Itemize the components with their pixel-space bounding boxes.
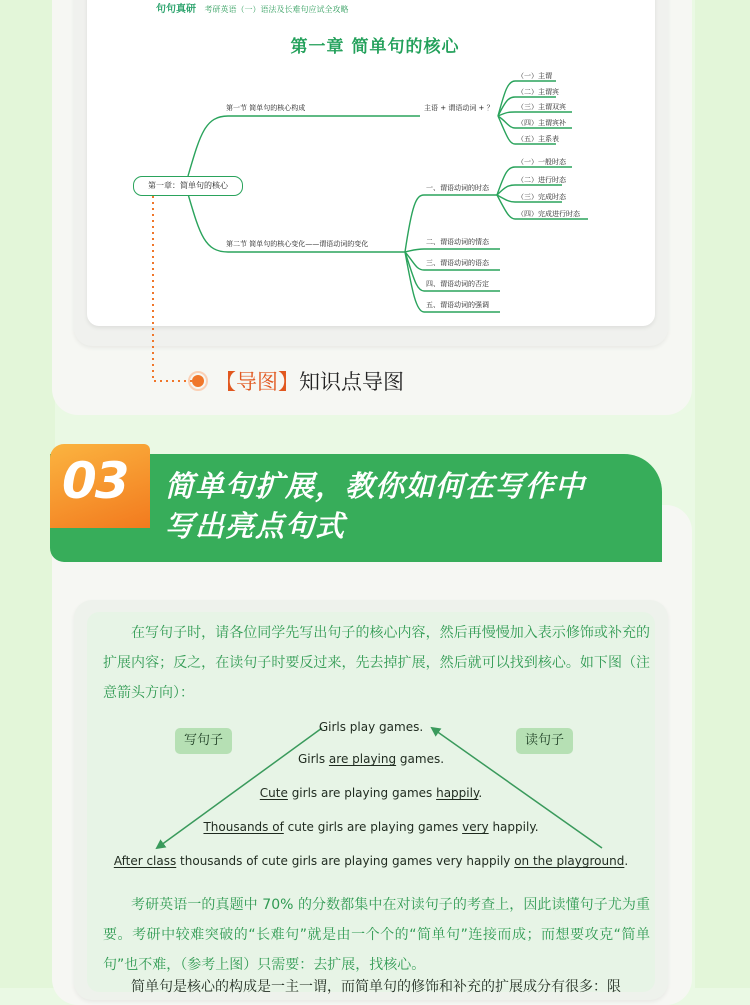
section-title-line2: 写出亮点句式 <box>165 509 346 543</box>
mindmap-tense-leaf: （一）一般时态 <box>517 158 566 166</box>
mindmap-leaf: （一）主谓 <box>517 72 552 80</box>
tag-write: 写句子 <box>175 728 232 754</box>
mindmap-leaf: （二）主谓宾 <box>517 88 559 96</box>
sentence-1: Girls play games. <box>318 720 424 734</box>
caption-highlight: 【导图】 <box>215 370 299 394</box>
mindmap-branch: 四、谓语动词的否定 <box>426 280 489 288</box>
sentence-2: Girls are playing games. <box>297 752 445 766</box>
chapter-title: 第一章 简单句的核心 <box>290 37 460 57</box>
mindmap-tense-leaf: （二）进行时态 <box>517 176 566 184</box>
mindmap-branch: 二、谓语动词的情态 <box>426 238 489 246</box>
mindmap-section2: 第二节 简单句的核心变化——谓语动词的变化 <box>226 240 369 248</box>
mindmap-branch: 五、谓语动词的强调 <box>426 301 489 309</box>
tag-read: 读句子 <box>516 728 573 754</box>
mindmap-pattern: 主语 + 谓语动词 + ？ <box>424 104 494 112</box>
mindmap-leaf: （三）主谓双宾 <box>517 103 566 111</box>
section-number: 03 <box>62 452 128 510</box>
mindmap-section1: 第一节 简单句的核心构成 <box>226 104 306 112</box>
mindmap-tense-leaf: （四）完成进行时态 <box>517 210 580 218</box>
sentence-4: Thousands of cute girls are playing games very happily. <box>203 820 539 834</box>
mindmap-leaf: （四）主谓宾补 <box>517 119 566 127</box>
page-header-subtitle: 考研英语（一）语法及长难句应试全攻略 <box>204 5 349 14</box>
mindmap-branch: 三、谓语动词的语态 <box>426 259 489 267</box>
exam-paragraph: 考研英语一的真题中 70% 的分数都集中在对读句子的考查上，因此读懂句子尤为重要。考研中较难突破的“长难句”就是由一个个的“简单句”连接而成；而想要攻克“简单句”也不难，（参考上图）只需要：去扩展，找核心。 <box>103 897 650 973</box>
sentence-5: After class thousands of cute girls are playing games very happily on the playground. <box>113 854 629 868</box>
mindmap-leaf: （五）主系表 <box>517 135 559 143</box>
section-title-line1: 简单句扩展，教你如何在写作中 <box>165 469 586 503</box>
mindmap-root: 第一章：简单句的核心 <box>133 176 243 196</box>
brand-logo: 句句真研 <box>156 4 196 15</box>
mindmap-branch: 一、谓语动词的时态 <box>426 184 489 192</box>
sentence-3: Cute girls are playing games happily. <box>259 786 483 800</box>
intro-paragraph: 在写句子时，请各位同学先写出句子的核心内容，然后再慢慢加入表示修饰或补充的扩展内容；反之，在读句子时要反过来，先去掉扩展，然后就可以找到核心。如下图（注意箭头方向）： <box>103 625 650 701</box>
caption-text: 知识点导图 <box>299 370 404 394</box>
mindmap-tense-leaf: （三）完成时态 <box>517 193 566 201</box>
core-paragraph: 简单句是核心的构成是一主一谓，而简单句的修饰和补充的扩展成分有很多：限 <box>131 979 621 995</box>
